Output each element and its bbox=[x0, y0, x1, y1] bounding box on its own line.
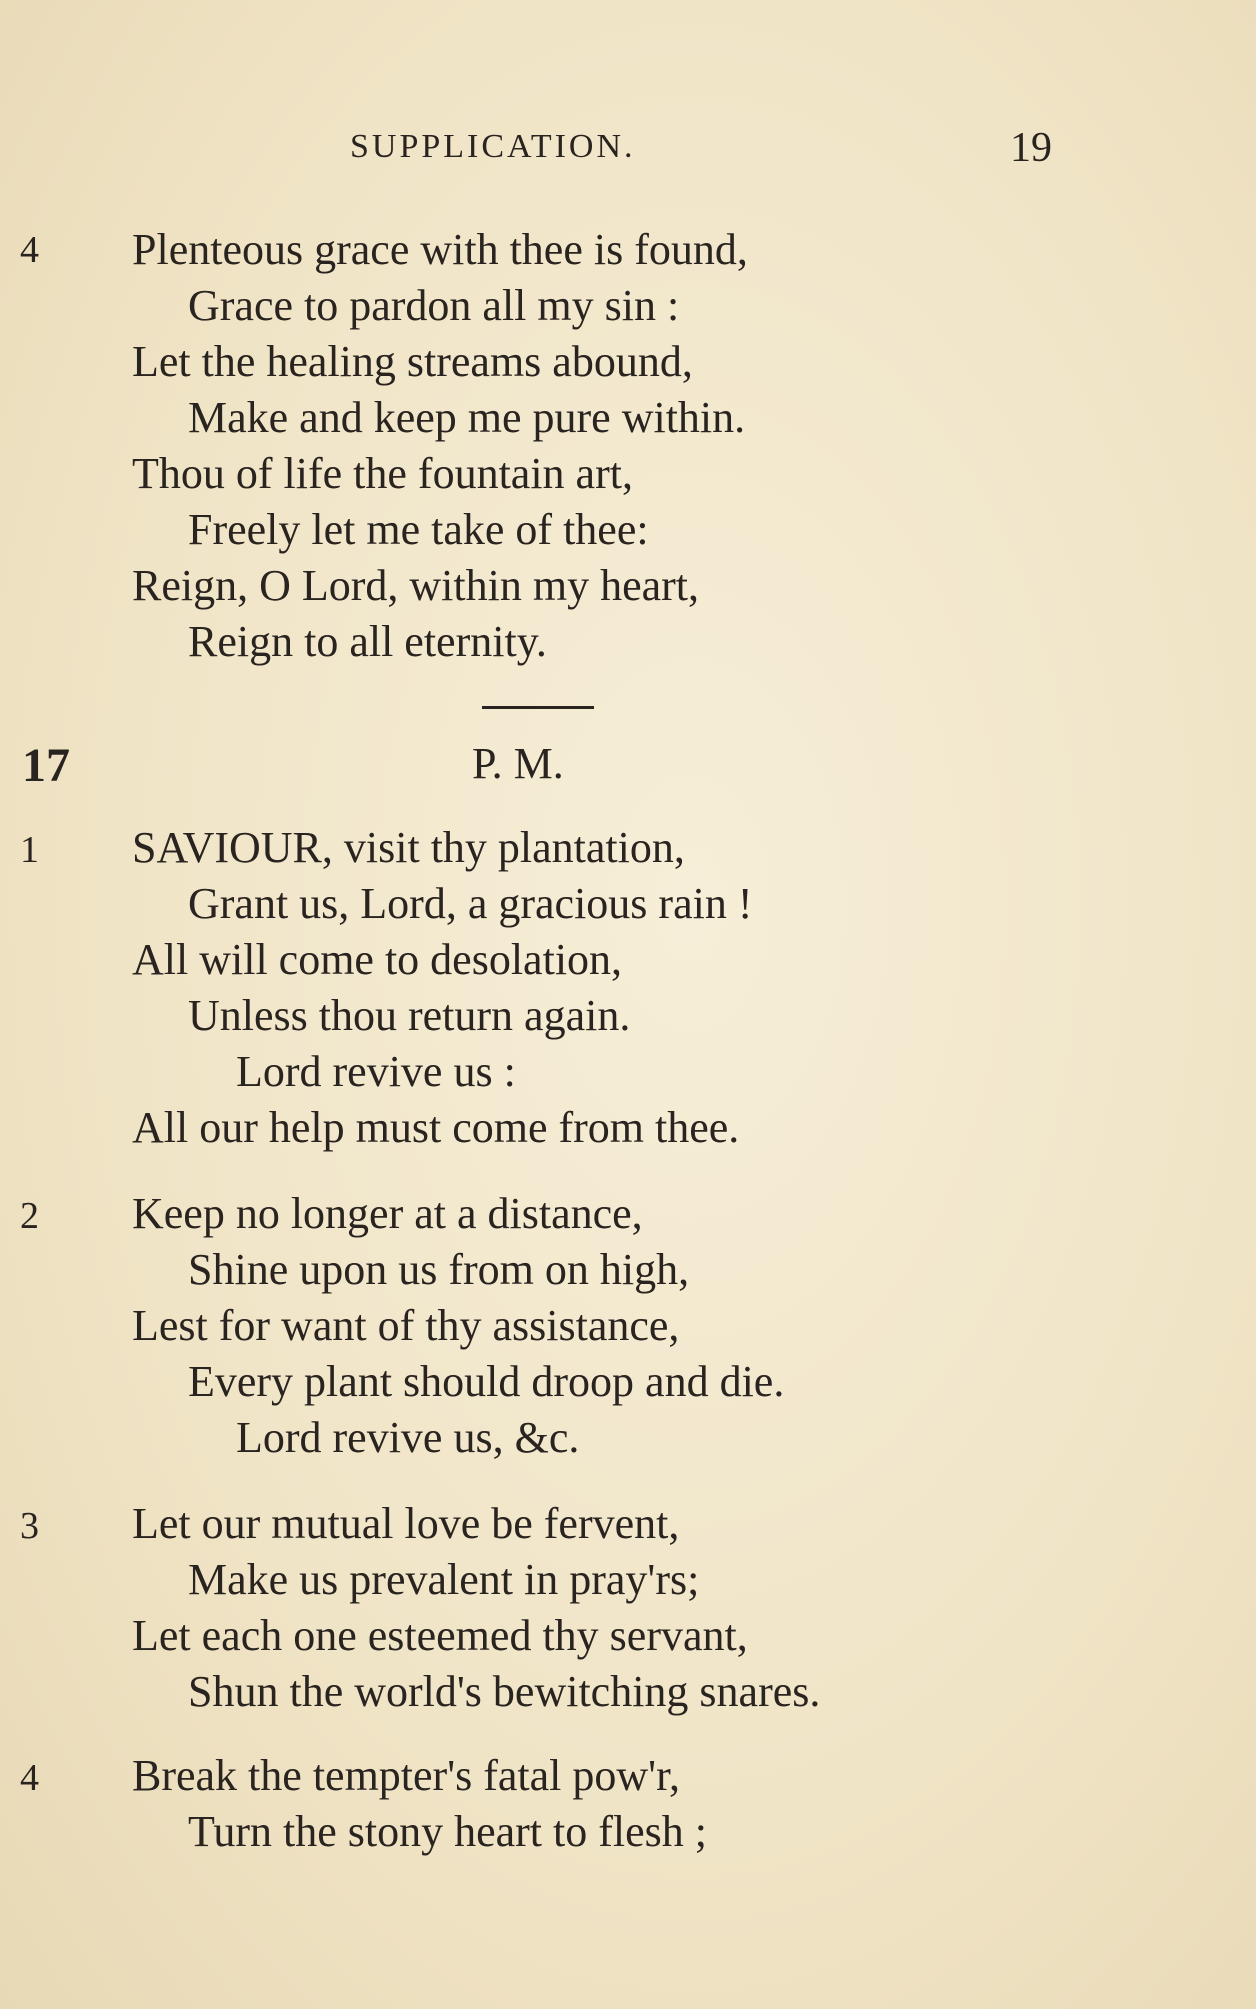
running-head: SUPPLICATION. bbox=[350, 128, 636, 165]
stanza-number: 3 bbox=[20, 1505, 39, 1547]
hymn-line: Grace to pardon all my sin : bbox=[188, 281, 680, 330]
hymn-line: Let each one esteemed thy servant, bbox=[132, 1611, 748, 1660]
hymn-line: Shine upon us from on high, bbox=[188, 1245, 690, 1294]
section-divider bbox=[482, 706, 594, 709]
hymn-line: Every plant should droop and die. bbox=[188, 1357, 785, 1406]
hymn-line: Make us prevalent in pray'rs; bbox=[188, 1555, 700, 1604]
hymn-line: Lord revive us, &c. bbox=[236, 1413, 580, 1462]
hymn-line: Lord revive us : bbox=[236, 1047, 516, 1096]
hymn-line: Let our mutual love be fervent, bbox=[132, 1499, 680, 1548]
hymn-line: Thou of life the fountain art, bbox=[132, 449, 633, 498]
hymn-line: Turn the stony heart to flesh ; bbox=[188, 1807, 707, 1856]
stanza-number: 4 bbox=[20, 1757, 39, 1799]
hymn-line: Lest for want of thy assistance, bbox=[132, 1301, 680, 1350]
hymn-line: Keep no longer at a distance, bbox=[132, 1189, 643, 1238]
hymn-line: Unless thou return again. bbox=[188, 991, 631, 1040]
hymn-meter: P. M. bbox=[472, 739, 564, 788]
hymn-number: 17 bbox=[22, 739, 70, 792]
hymn-line: Reign, O Lord, within my heart, bbox=[132, 561, 700, 610]
hymn-line: Break the tempter's fatal pow'r, bbox=[132, 1751, 681, 1800]
page-number: 19 bbox=[1010, 125, 1052, 171]
hymn-line: Grant us, Lord, a gracious rain ! bbox=[188, 879, 753, 928]
hymn-line: Plenteous grace with thee is found, bbox=[132, 225, 748, 274]
hymn-line: SAVIOUR, visit thy plantation, bbox=[132, 823, 685, 872]
hymn-line: Reign to all eternity. bbox=[188, 617, 547, 666]
hymn-line: All will come to desolation, bbox=[132, 935, 623, 984]
hymn-line: Freely let me take of thee: bbox=[188, 505, 649, 554]
hymn-line: Let the healing streams abound, bbox=[132, 337, 693, 386]
stanza-number: 1 bbox=[20, 829, 39, 871]
hymn-line: All our help must come from thee. bbox=[132, 1103, 740, 1152]
hymn-line: Make and keep me pure within. bbox=[188, 393, 746, 442]
stanza-number: 4 bbox=[20, 229, 39, 271]
hymn-line: Shun the world's bewitching snares. bbox=[188, 1667, 821, 1716]
stanza-number: 2 bbox=[20, 1195, 39, 1237]
